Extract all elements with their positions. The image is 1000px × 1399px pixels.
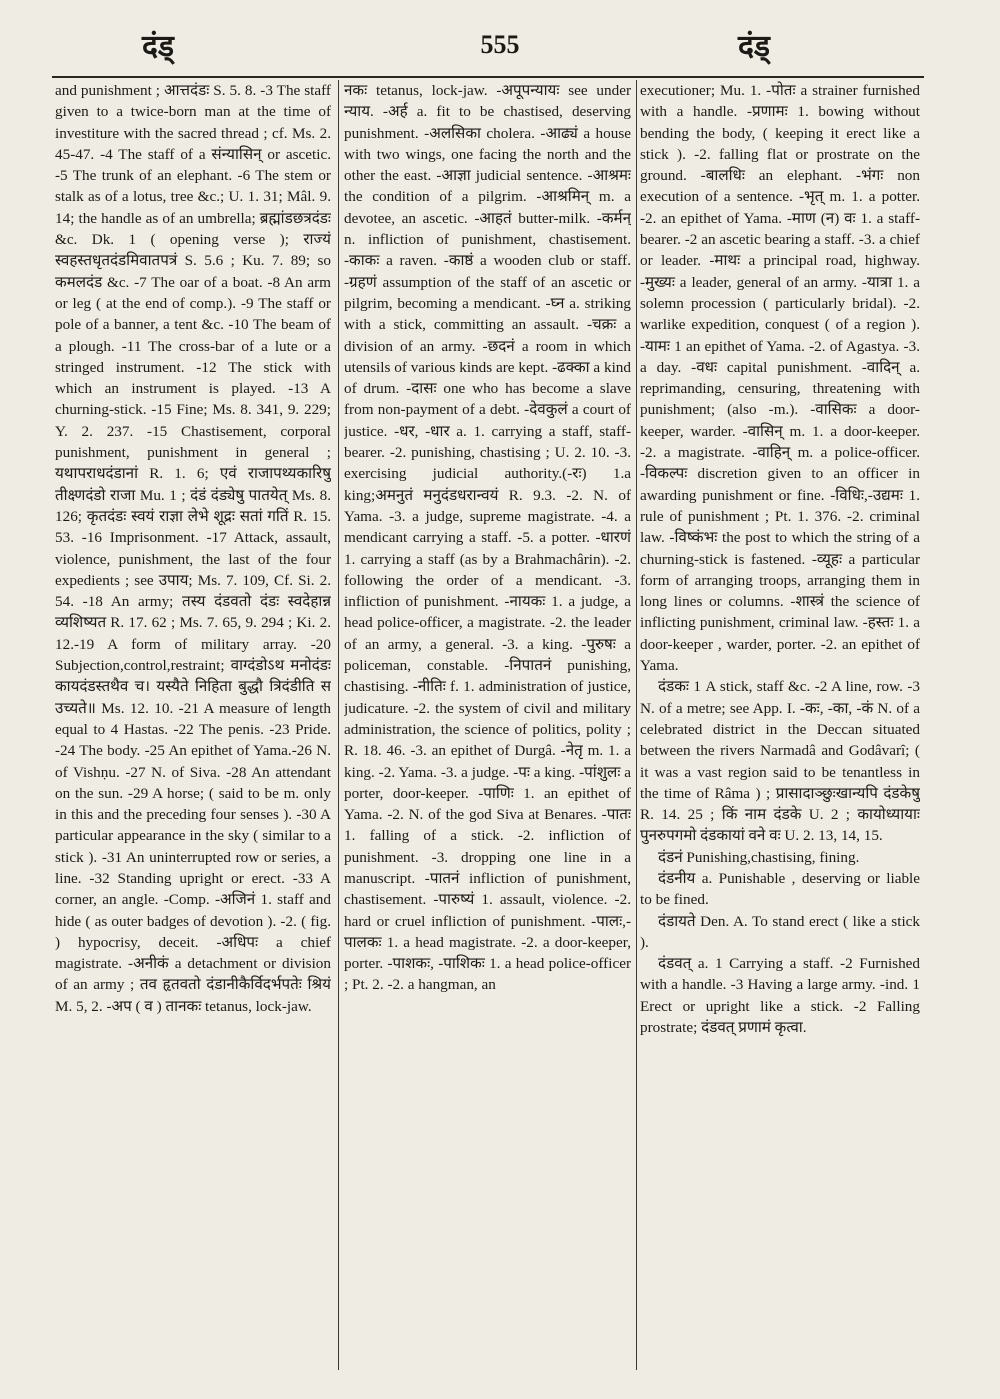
column-1 bbox=[55, 80, 331, 1370]
header-left-word: दंड् bbox=[142, 30, 174, 63]
column-3 bbox=[640, 80, 920, 1370]
entry-dandanam: दंडनं Punishing,chastising, fining. bbox=[658, 848, 860, 866]
entry-dandaniya: दंडनीय a. Punishable , deserving or liable to be fined. bbox=[640, 869, 920, 909]
entry-dandayate: दंडायते Den. A. To stand erect ( like a stick ). bbox=[640, 912, 920, 951]
page-number: 555 bbox=[480, 30, 520, 59]
header-right-word: दंड् bbox=[738, 30, 770, 63]
column-2 bbox=[344, 80, 631, 1370]
column-1-text: and punishment ; आत्तदंडः S. 5. 8. -3 The staff given to a twice-born man at the time of investiture with the sacred thread ; cf. Ms. 2. 45-47. -4 The staff of a संन्यासिन् or ascetic. -5 The trunk of an elephant. -6 The stem or stalk as of a lotus, tree &c.; U. 1. 31; Mâl. 9. 14; the handle as of an umbrella; ब्रह्मांडछत्रदंडः &c. Dk. 1 ( opening verse ); राज्यं स्वहस्तधृतदंडमिवातपत्रं S. 5.6 ; Ku. 7. 89; so कमलदंड &c. -7 The oar of a boat. -8 An arm or leg ( at the end of comp.). -9 The staff or pole of a banner, a tent &c. -10 The beam of a plough. -11 The cross-bar of a lute or a stringed instrument. -12 The stick with which an instrument is played. -13 A churning-stick. -15 Fine; Ms. 8. 341, 9. 229; Y. 2. 237. -15 Chastisement, corporal punishment, punishment in general ; यथापराधदंडानां R. 1. 6; एवं राजापथ्यकारिषु तीक्ष्णदंडो राजा Mu. 1 ; दंडं दंड्येषु पातयेत् Ms. 8. 126; कृतदंडः स्वयं राज्ञा लेभे शूद्रः सतां गतिं R. 15. 53. -16 Imprisonment. -17 Attack, assault, violence, punishment, the last of the four expedients ; see उपाय; Ms. 7. 109, Cf. Si. 2. 54. -18 An army; तस्य दंडवतो दंडः स्वदेहान्न व्यशिष्यत R. 17. 62 ; Ms. 7. 65, 9. 294 ; Ki. 2. 12.-19 A form of military array. -20 Subjection,control,restraint; वाग्दंडोऽथ मनोदंडः कायदंडस्तथैव च। यस्यैते निहिता बुद्धौ त्रिदंडीति स उच्यते॥ Ms. 12. 10. -21 A measure of length equal to 4 Hastas. -22 The penis. -23 Pride. -24 The body. -25 An epithet of Yama.-26 N. of Vishṇu. -27 N. of Siva. -28 An attendant on the sun. -29 A horse; ( said to be m. only in this and the preceding four senses ). -30 A particular appearance in the sky ( similar to a stick ). -31 An uninterrupted row or series, a line. -32 Standing upright or erect. -33 A corner, an angle. -Comp. -अजिनं 1. staff and hide ( as outer badges of devotion ). -2. ( fig. ) hypocrisy, deceit. -अधिपः a chief magistrate. -अनीकं a detachment or division of an army ; तव हृतवतो दंडानीकैर्विदर्भपतेः श्रियं M. 5, 2. -अप ( व ) तानकः tetanus, lock-jaw. bbox=[55, 82, 331, 1015]
column-3-text: executioner; Mu. 1. -पोतः a strainer furnished with a handle. -प्रणामः 1. bowing without bending the body, ( keeping it erect like a stick ). -2. falling flat or prostrate on the ground. -बालधिः an elephant. -भंगः non execution of a sentence. -भृत् m. 1. a potter. -2. an epithet of Yama. -माण (न) वः 1. a staff-bearer. -2 an ascetic bearing a staff. -3. a chief or leader. -माथः a principal road, highway. -मुख्यः a leader, general of an army. -यात्रा 1. a solemn procession ( particularly bridal). -2. warlike expedition, conquest ( of a region ). -यामः 1 an epithet of Yama. -2. of Agastya. -3. a day. -वधः capital punishment. -वादिन् a. reprimanding, censuring, threatening with punishment; (also -m.). -वासिकः a door-keeper, warder. -वासिन् m. 1. a door-keeper. -2. a magistrate. -वाहिन् m. a police-officer. -विकल्पः discretion given to an officer in awarding punishment or fine. -विधिः,-उद्यमः 1. rule of punishment ; Pt. 1. 376. -2. criminal law. -विष्कंभः the post to which the string of a churning-stick is fastened. -व्यूहः a particular form of arranging troops, arranging them in long lines or columns. -शास्त्रं the science of inflicting punishment, criminal law. -हस्तः 1. a door-keeper , warder, porter. -2. an epithet of Yama. bbox=[640, 82, 920, 675]
header-rule bbox=[52, 76, 924, 78]
entry-dandakah: दंडकः 1 A stick, staff &c. -2 A line, row. -3 N. of a metre; see App. I. -कः, -का, -कं N. of a celebrated district in the Deccan situated between the rivers Narmadâ and Godâvarî; ( it was a vast region said to be tenantless in the time of Râma ) ; प्रासादाञ्छुःखान्यपि दंडकेषु R. 14. 25 ; किं नाम दंडके U. 2 ; कायोध्यायाः पुनरुपगमो दंडकायां वने वः U. 2. 13, 14, 15. bbox=[640, 678, 920, 845]
column-2-text: नकः tetanus, lock-jaw. -अपूपन्यायः see under न्याय. -अर्ह a. fit to be chastised, deserving punishment. -अलसिका cholera. -आढ्यं a house with two wings, one facing the north and the other the east. -आज्ञा judicial sentence. -आश्रमः the condition of a pilgrim. -आश्रमिन् m. a devotee, an ascetic. -आहतं butter-milk. -कर्मन् n. infliction of punishment, chastisement. -काकः a raven. -काष्ठं a wooden club or staff. -ग्रहणं assumption of the staff of an ascetic or pilgrim, becoming a mendicant. -घ्न a. striking with a stick, committing an assault. -चक्रः a division of an army. -छदनं a room in which utensils of various kinds are kept. -ढक्का a kind of drum. -दासः one who has become a slave from non-payment of a debt. -देवकुलं a court of justice. -धर, -धार a. 1. carrying a staff, staff-bearer. -2. punishing, chastising ; U. 2. 10. -3. exercising judicial authority.(-रः) 1.a king;अमनुतं मनुदंडधरान्वयं R. 9.3. -2. N. of Yama. -3. a judge, supreme magistrate. -4. a mendicant carrying a staff. -5. a potter. -धारणं 1. carrying a staff (as by a Brahmachârin). -2. following the order of a mendicant. -3. infliction of punishment. -नायकः 1. a judge, a head police-officer, a magistrate. -2. the leader of an army, a general. -3. a king. -पुरुषः a policeman, constable. -निपातनं punishing, chastising. -नीतिः f. 1. administration of justice, judicature. -2. the system of civil and military administration, the science of politics, polity ; R. 18. 46. -3. an epithet of Durgâ. -नेतृ m. 1. a king. -2. Yama. -3. a judge. -पः a king. -पांशुलः a porter, door-keeper. -पाणिः 1. an epithet of Yama. -2. N. of the god Siva at Benares. -पातः 1. falling of a stick. -2. infliction of punishment. -3. dropping one line in a manuscript. -पातनं infliction of punishment, chastisement. -पारुष्यं 1. assault, violence. -2. hard or cruel infliction of punishment. -पालः,-पालकः 1. a head magistrate. -2. a door-keeper, porter. -पाशकः, -पाशिकः 1. a head police-officer ; Pt. 2. -2. a hangman, an bbox=[344, 82, 631, 994]
entry-dandavat: दंडवत् a. 1 Carrying a staff. -2 Furnished with a handle. -3 Having a large army. -ind. 1 Erect or upright like a stick. -2 Falling prostrate; दंडवत् प्रणामं कृत्वा. bbox=[640, 955, 920, 1037]
column-divider-1 bbox=[338, 80, 339, 1370]
column-divider-2 bbox=[636, 80, 637, 1370]
